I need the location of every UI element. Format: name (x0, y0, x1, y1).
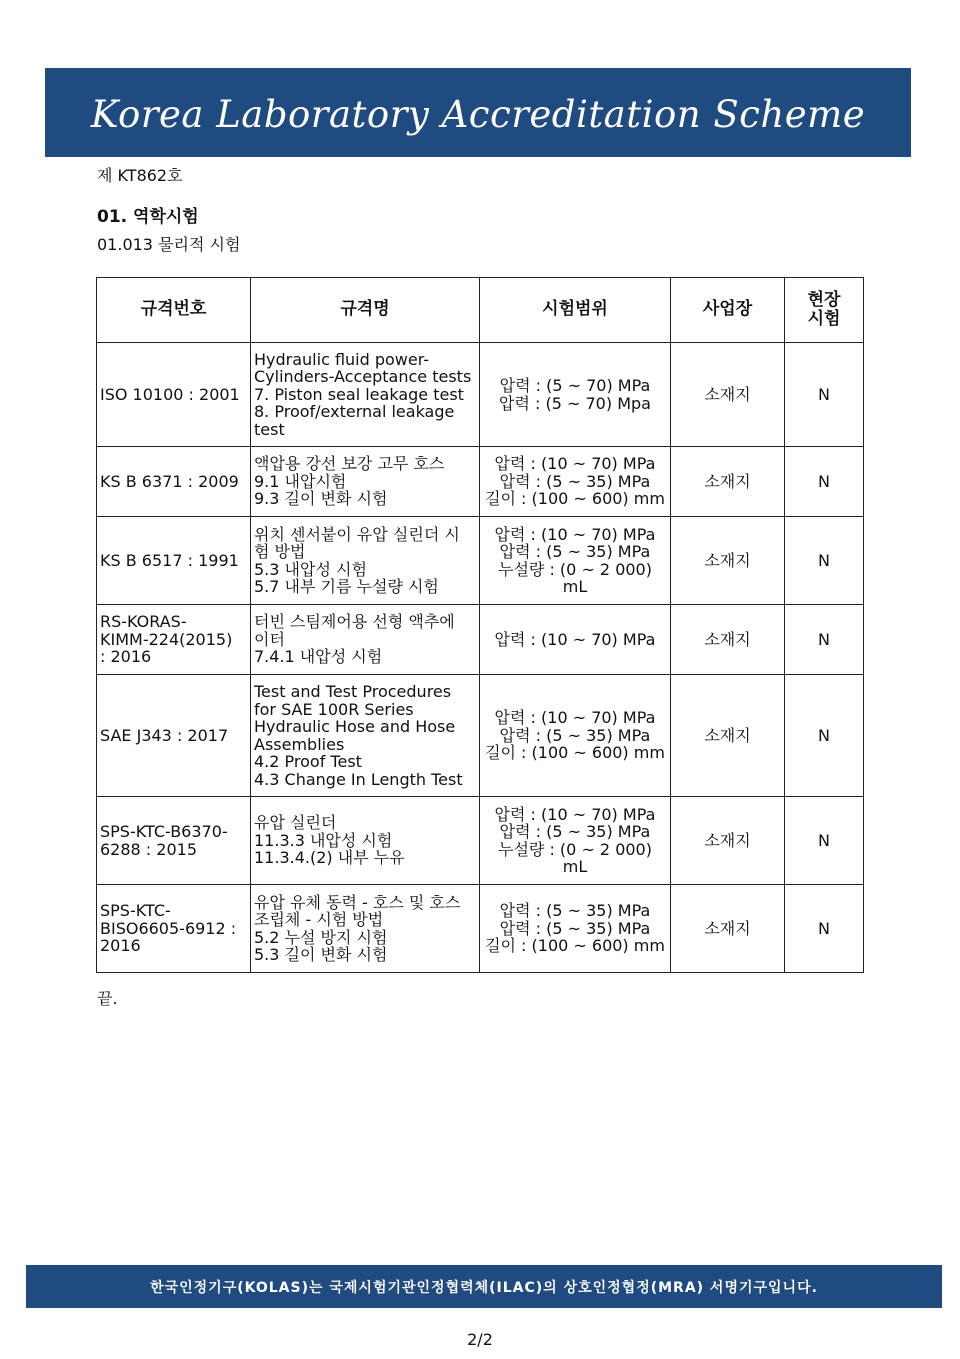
standard-name-line: 유압 실린더 (254, 813, 337, 833)
header-standard-name: 규격명 (251, 278, 480, 343)
header-onsite-label: 현장 시험 (807, 290, 841, 329)
cell-onsite-test: N (785, 447, 864, 517)
subsection-title: 01.013 물리적 시험 (97, 235, 241, 254)
cell-standard-number: KS B 6371 : 2009 (97, 447, 251, 517)
standard-name-line: 5.3 길이 변화 시험 (254, 945, 388, 964)
standard-name-line: 위치 센서붙이 유압 실린더 시 (254, 524, 460, 544)
standard-name-line: Cylinders-Acceptance tests (254, 367, 472, 387)
table-row (97, 447, 864, 517)
table-body (97, 343, 864, 973)
table-header-row (97, 278, 864, 343)
test-range-line: 압력 : (5 ~ 35) MPa (499, 471, 651, 491)
cell-onsite-test: N (785, 675, 864, 797)
test-range-line: 압력 : (10 ~ 70) MPa (494, 454, 656, 474)
cell-site: 소재지 (671, 797, 785, 885)
test-range-line: 압력 : (5 ~ 35) MPa (499, 918, 651, 938)
header-banner (45, 68, 911, 157)
cell-standard-number: ISO 10100 : 2001 (97, 343, 251, 447)
standard-name-line: 험 방법 (254, 542, 306, 561)
cell-standard-name (251, 343, 480, 447)
standard-name-line: 조립체 - 시험 방법 (254, 910, 384, 929)
cell-test-range (480, 517, 671, 605)
cell-standard-name (251, 885, 480, 973)
footer-banner (26, 1265, 942, 1308)
cell-onsite-test: N (785, 517, 864, 605)
table-row (97, 885, 864, 973)
cell-standard-name (251, 797, 480, 885)
page-number: 2/2 (467, 1330, 493, 1349)
standard-name-line: 7.4.1 내압성 시험 (254, 647, 383, 667)
header-standard-number: 규격번호 (97, 278, 251, 343)
header-test-range: 시험범위 (480, 278, 671, 343)
cell-onsite-test: N (785, 885, 864, 973)
standard-name-line: 11.3.3 내압성 시험 (254, 830, 393, 850)
cell-test-range (480, 675, 671, 797)
end-mark: 끝. (97, 989, 118, 1008)
cell-standard-name (251, 675, 480, 797)
test-range-line: mL (562, 857, 588, 876)
standard-name-line: 터빈 스팀제어용 선형 액추에 (254, 612, 455, 632)
cell-test-range (480, 343, 671, 447)
cell-site: 소재지 (671, 675, 785, 797)
cell-onsite-test: N (785, 343, 864, 447)
test-range-line: 길이 : (100 ~ 600) mm (485, 489, 665, 509)
header-onsite-test (785, 278, 864, 343)
document-number: 제 KT862호 (97, 166, 183, 185)
standard-name-line: 4.2 Proof Test (254, 752, 362, 771)
standard-name-line: 이터 (254, 629, 285, 649)
header-site: 사업장 (671, 278, 785, 343)
accreditation-table (96, 277, 864, 973)
cell-standard-name (251, 517, 480, 605)
table-row (97, 343, 864, 447)
test-range-line: 압력 : (10 ~ 70) MPa (494, 708, 656, 728)
test-range-line: 길이 : (100 ~ 600) mm (485, 936, 665, 956)
cell-test-range (480, 447, 671, 517)
standard-name-line: 5.2 누설 방지 시험 (254, 927, 388, 947)
cell-standard-number: SAE J343 : 2017 (97, 675, 251, 797)
cell-standard-number: RS-KORAS- KIMM-224(2015) : 2016 (97, 605, 251, 675)
test-range-line: 압력 : (5 ~ 70) Mpa (499, 393, 651, 413)
test-range-line: mL (562, 577, 588, 596)
standard-name-line: test (254, 419, 285, 439)
cell-test-range (480, 797, 671, 885)
test-range-line: 누설량 : (0 ~ 2 000) (498, 839, 652, 859)
cell-site: 소재지 (671, 517, 785, 605)
test-range-line: 압력 : (10 ~ 70) MPa (494, 804, 656, 824)
table-row (97, 675, 864, 797)
cell-onsite-test: N (785, 605, 864, 675)
cell-standard-number: SPS-KTC- BISO6605-6912 : 2016 (97, 885, 251, 973)
standard-name-line: 9.3 길이 변화 시험 (254, 489, 388, 509)
section-title: 01. 역학시험 (97, 207, 199, 227)
standard-name-line: Hydraulic Hose and Hose (254, 717, 456, 736)
standard-name-line: 5.7 내부 기름 누설량 시험 (254, 577, 439, 596)
standard-name-line: 11.3.4.(2) 내부 누유 (254, 848, 405, 868)
cell-standard-number: SPS-KTC-B6370- 6288 : 2015 (97, 797, 251, 885)
cell-standard-name (251, 605, 480, 675)
standard-name-line: 7. Piston seal leakage test (254, 384, 464, 404)
cell-site: 소재지 (671, 343, 785, 447)
standard-name-line: 5.3 내압성 시험 (254, 559, 367, 579)
test-range-line: 압력 : (5 ~ 35) MPa (499, 542, 651, 561)
standard-name-line: Hydraulic fluid power- (254, 349, 430, 369)
standard-name-line: Test and Test Procedures (254, 682, 452, 701)
table-row (97, 797, 864, 885)
test-range-line: 압력 : (5 ~ 35) MPa (499, 901, 651, 921)
cell-test-range (480, 885, 671, 973)
test-range-line: 압력 : (10 ~ 70) MPa (494, 524, 656, 544)
header-title: Korea Laboratory Accreditation Scheme (90, 93, 866, 136)
standard-name-line: 8. Proof/external leakage (254, 402, 455, 422)
table-row (97, 605, 864, 675)
standard-name-line: 유압 유체 동력 - 호스 및 호스 (254, 892, 461, 912)
footer-text: 한국인정기구(KOLAS)는 국제시험기관인정협력체(ILAC)의 상호인정협정(MRA) 서명기구입니다. (150, 1279, 818, 1296)
cell-test-range (480, 605, 671, 675)
cell-onsite-test: N (785, 797, 864, 885)
test-range-line: 압력 : (10 ~ 70) MPa (494, 629, 656, 649)
test-range-line: 압력 : (5 ~ 35) MPa (499, 725, 651, 745)
cell-standard-name (251, 447, 480, 517)
standard-name-line: 9.1 내압시험 (254, 471, 347, 491)
test-range-line: 누설량 : (0 ~ 2 000) (498, 559, 652, 579)
test-range-line: 길이 : (100 ~ 600) mm (485, 743, 665, 763)
standard-name-line: Assemblies (254, 734, 345, 754)
test-range-line: 압력 : (5 ~ 70) MPa (499, 376, 651, 395)
cell-standard-number: KS B 6517 : 1991 (97, 517, 251, 605)
standard-name-line: 액압용 강선 보강 고무 호스 (254, 454, 445, 474)
test-range-line: 압력 : (5 ~ 35) MPa (499, 822, 651, 841)
standard-name-line: for SAE 100R Series (254, 699, 414, 719)
cell-site: 소재지 (671, 885, 785, 973)
cell-site: 소재지 (671, 605, 785, 675)
standard-name-line: 4.3 Change In Length Test (254, 769, 463, 789)
cell-site: 소재지 (671, 447, 785, 517)
table-row (97, 517, 864, 605)
